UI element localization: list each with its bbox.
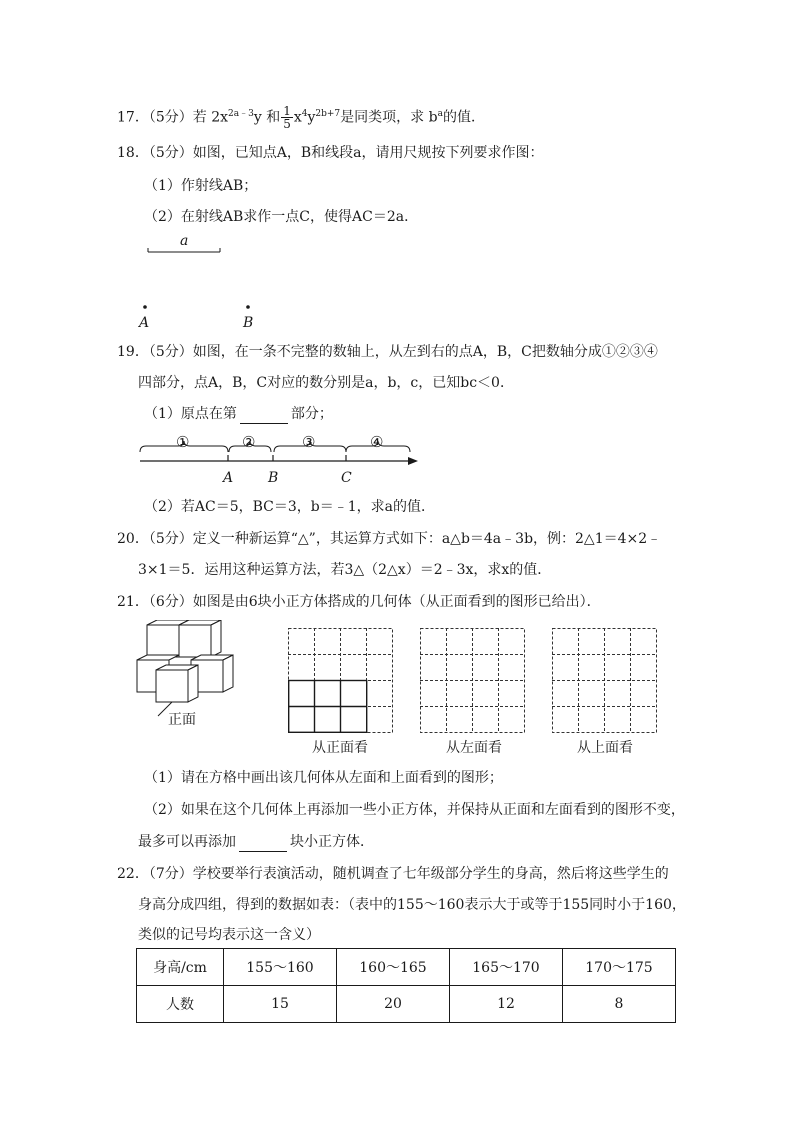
point-a-label: A: [139, 315, 150, 331]
q18-part1: （1）作射线AB；: [144, 178, 258, 194]
q22-stem-3: 类似的记号均表示这一含义）: [138, 927, 320, 943]
grid-left-caption: 从左面看: [446, 740, 502, 756]
q22-stem-2: 身高分成四组，得到的数据如表：（表中的155～160表示大于或等于155同时小于160，: [138, 897, 686, 913]
q21-part2-cont: 最多可以再添加 块小正方体．: [138, 834, 374, 850]
table-header-cell: 160～165: [337, 949, 450, 986]
table-cell: 12: [450, 986, 563, 1023]
front-view-shape: [288, 681, 367, 733]
region-2-label: ②: [242, 433, 256, 451]
grid-front-caption: 从正面看: [312, 740, 368, 756]
q19-part2: （2）若AC＝5，BC＝3，b＝﹣1，求a的值．: [144, 499, 436, 515]
table-header-cell: 155～160: [224, 949, 337, 986]
q17-line: 17．（5分）若 $2x^{2a﹣3}y$ 和 $\frac{1}{5}$ $x^4y^{2b+7}$是同类项，求 $b^a$的值．: [117, 104, 485, 132]
region-1-label: ①: [176, 433, 190, 451]
axis-arrow: [408, 457, 418, 465]
grid-left-view[interactable]: [420, 628, 526, 734]
q20-stem-2: 3×1＝5．运用这种运算方法，若3△（2△x）＝2﹣3x，求x的值．: [138, 562, 552, 578]
table-cell: 20: [337, 986, 450, 1023]
height-table: [136, 948, 676, 1023]
table-header-cell: 身高/cm: [137, 949, 224, 986]
table-cell: 15: [224, 986, 337, 1023]
q21-stem: 21．（6分）如图是由6块小正方体搭成的几何体（从正面看到的图形已给出）．: [117, 594, 601, 610]
table-header-cell: 165～170: [450, 949, 563, 986]
front-label: 正面: [168, 712, 196, 728]
fraction: $\frac{1}{5}$: [283, 104, 291, 132]
q19-stem-1: 19．（5分）如图，在一条不完整的数轴上，从左到右的点A，B，C把数轴分成①②③④: [117, 344, 658, 360]
segment-a-label: a: [180, 233, 189, 249]
q22-stem-1: 22．（7分）学校要举行表演活动，随机调查了七年级部分学生的身高，然后将这些学生的: [117, 866, 669, 882]
q19-part1: （1）原点在第 部分；: [144, 406, 333, 422]
grid-top-view[interactable]: [552, 628, 658, 734]
region-3-label: ③: [302, 433, 316, 451]
table-cell: 人数: [137, 986, 224, 1023]
q18-part2: （2）在射线AB求作一点C，使得AC＝2a．: [144, 209, 419, 225]
table-header-cell: 170～175: [563, 949, 676, 986]
q20-stem-1: 20．（5分）定义一种新运算“△”，其运算方式如下：a△b＝4a﹣3b，例：2△1＝4×2﹣: [117, 531, 662, 547]
q18-stem: 18．（5分）如图，已知点A，B和线段a，请用尺规按下列要求作图：: [117, 145, 544, 161]
point-a-label: A: [223, 470, 234, 486]
grid-front-view: [288, 628, 394, 734]
point-a-dot: [143, 305, 147, 309]
table-row: [137, 949, 676, 986]
table-cell: 8: [563, 986, 676, 1023]
point-c-label: C: [341, 470, 352, 486]
point-b-label: B: [243, 315, 254, 331]
region-4-label: ④: [370, 433, 384, 451]
q21-part1: （1）请在方格中画出该几何体从左面和上面看到的图形；: [144, 770, 503, 786]
q19-stem-2: 四部分，点A，B，C对应的数分别是a，b，c，已知bc＜0．: [138, 375, 514, 391]
point-b-label: B: [268, 470, 279, 486]
table-row: [137, 986, 676, 1023]
q21-part2: （2）如果在这个几何体上再添加一些小正方体，并保持从正面和左面看到的图形不变，: [144, 802, 685, 818]
grid-top-caption: 从上面看: [577, 740, 633, 756]
point-b-dot: [246, 305, 250, 309]
